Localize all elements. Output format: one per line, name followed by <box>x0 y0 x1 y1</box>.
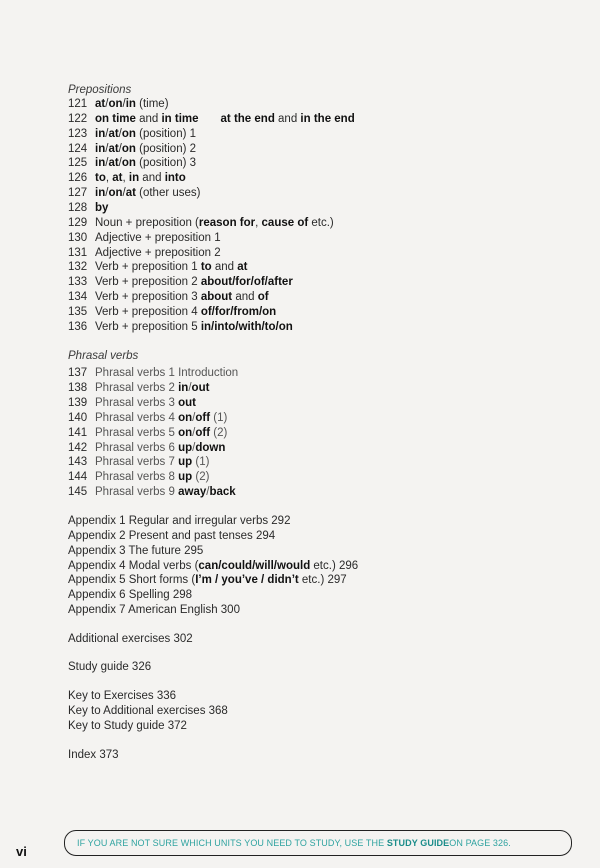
entry-text: (2) <box>210 426 228 439</box>
entry-text: Phrasal verbs 5 <box>95 426 179 439</box>
unit-entry <box>68 396 196 410</box>
entry-keyword: of <box>257 291 269 304</box>
entry-keyword: to <box>200 261 212 274</box>
section-title-phrasal-verbs: Phrasal verbs <box>68 350 139 362</box>
entry-text: Phrasal verbs 4 <box>95 411 179 424</box>
entry-keyword: about/for/of/after <box>200 276 293 289</box>
entry-text: Phrasal verbs 1 Introduction <box>95 367 239 379</box>
unit-title <box>95 382 209 394</box>
key-entry: Key to Exercises 336 <box>68 690 177 702</box>
entry-keyword: away <box>178 486 207 499</box>
entry-keyword: on time <box>95 112 136 125</box>
study-guide-tip-box <box>64 830 572 856</box>
unit-title <box>95 202 108 214</box>
entry-text: (position) 3 <box>135 157 197 170</box>
entry-text: (position) 1 <box>135 127 197 140</box>
unit-title <box>95 98 169 110</box>
entry-text: (1) <box>210 411 228 424</box>
entry-keyword: in time <box>161 112 199 125</box>
entry-text: / <box>192 411 196 424</box>
unit-title <box>95 442 225 454</box>
entry-text: Verb + preposition 1 <box>95 261 201 274</box>
entry-text: / <box>105 98 109 110</box>
entry-text: Appendix 2 Present and past tenses 294 <box>68 529 276 542</box>
entry-keyword: in <box>128 172 140 185</box>
entry-text: Phrasal verbs 9 <box>95 486 179 499</box>
entry-text: Verb + preposition 3 <box>95 291 201 304</box>
unit-title <box>68 589 192 601</box>
entry-text: (2) <box>192 471 210 484</box>
unit-title <box>95 367 238 379</box>
entry-keyword: off <box>195 411 211 424</box>
unit-title <box>95 276 293 288</box>
key-entry: Key to Study guide 372 <box>68 720 187 732</box>
unit-number: 122 <box>68 112 88 125</box>
entry-text: Verb + preposition 4 <box>95 305 201 318</box>
entry-text: Phrasal verbs 7 <box>95 456 179 469</box>
entry-text: Verb + preposition 5 <box>95 320 201 333</box>
unit-title <box>68 574 347 586</box>
entry-text: and <box>232 291 258 304</box>
unit-title <box>95 427 227 439</box>
entry-text: (1) <box>192 456 210 469</box>
unit-title <box>95 471 209 483</box>
entry-keyword: at the end <box>220 112 275 125</box>
entry-keyword: into <box>164 172 186 185</box>
entry-text: Appendix 4 Modal verbs ( <box>68 559 199 572</box>
unit-number: 135 <box>68 305 88 318</box>
unit-entry <box>68 156 196 170</box>
unit-number: 139 <box>68 396 88 409</box>
unit-number: 142 <box>68 441 88 454</box>
entry-text: Phrasal verbs 3 <box>95 396 179 409</box>
entry-keyword: at <box>108 142 119 155</box>
key-entry: Key to Additional exercises 368 <box>68 705 228 717</box>
entry-text: Appendix 3 The future 295 <box>68 544 204 557</box>
entry-text: (time) <box>135 98 169 110</box>
unit-entry <box>68 216 334 230</box>
unit-number: 124 <box>68 142 88 155</box>
unit-number: 127 <box>68 187 88 200</box>
entry-keyword: of/for/from/on <box>200 305 277 318</box>
unit-title <box>68 604 240 616</box>
entry-keyword: in <box>125 98 136 110</box>
entry-keyword: off <box>195 426 211 439</box>
entry-text: / <box>118 157 122 170</box>
unit-title <box>68 530 275 542</box>
unit-number: 131 <box>68 246 88 259</box>
page-number: vi <box>16 844 27 859</box>
unit-number: 128 <box>68 201 88 214</box>
unit-entry <box>68 426 227 440</box>
unit-entry <box>68 381 209 395</box>
entry-keyword: by <box>95 201 109 214</box>
unit-title <box>95 412 227 424</box>
entry-keyword: down <box>195 441 226 454</box>
entry-keyword: in <box>178 381 189 394</box>
unit-title <box>68 560 358 572</box>
unit-number: 137 <box>68 367 88 379</box>
entry-keyword: cause of <box>261 216 309 229</box>
entry-keyword: in <box>95 127 106 140</box>
unit-number: 136 <box>68 320 88 333</box>
entry-text: / <box>122 98 126 110</box>
unit-title <box>95 486 236 498</box>
entry-text: / <box>105 187 109 200</box>
entry-text: Phrasal verbs 8 <box>95 471 179 484</box>
entry-text: and <box>139 172 165 185</box>
entry-keyword: about <box>200 291 233 304</box>
unit-entry <box>68 112 355 126</box>
unit-title <box>95 128 196 140</box>
unit-entry <box>68 573 347 587</box>
entry-keyword: in <box>95 157 106 170</box>
unit-entry <box>68 455 209 469</box>
unit-title <box>95 217 334 229</box>
entry-text: Appendix 7 American English 300 <box>68 604 240 617</box>
unit-number: 141 <box>68 426 88 439</box>
entry-text: Adjective + preposition 2 <box>95 246 221 259</box>
unit-entry <box>68 97 169 111</box>
entry-keyword: up <box>178 456 193 469</box>
entry-keyword: in <box>95 187 106 200</box>
entry-text: (other uses) <box>135 187 201 200</box>
unit-title <box>95 113 355 125</box>
unit-title <box>95 306 276 318</box>
entry-keyword: up <box>178 471 193 484</box>
entry-keyword: in the end <box>300 112 355 125</box>
entry-text: / <box>118 142 122 155</box>
entry-text: / <box>105 142 109 155</box>
unit-number: 123 <box>68 127 88 140</box>
entry-text: etc.) <box>308 216 334 229</box>
entry-text: Phrasal verbs 2 <box>95 381 179 394</box>
unit-entry <box>68 246 221 260</box>
unit-entry <box>68 186 201 200</box>
section-title-prepositions: Prepositions <box>68 84 132 96</box>
unit-title <box>95 172 186 184</box>
entry-keyword: I’m / you’ve / didn’t <box>195 574 299 587</box>
entry-keyword: at <box>95 98 106 110</box>
entry-keyword: at <box>112 172 123 185</box>
entry-text: , <box>255 216 262 229</box>
unit-entry <box>68 514 290 528</box>
entry-keyword: at <box>108 157 119 170</box>
unit-number: 133 <box>68 276 88 289</box>
tip-text-after: ON PAGE 326. <box>449 838 511 848</box>
entry-keyword: at <box>237 261 248 274</box>
entry-text: and <box>211 261 238 274</box>
entry-keyword: at <box>108 127 119 140</box>
unit-number: 145 <box>68 486 88 499</box>
unit-entry <box>68 470 209 484</box>
study-guide-entry: Study guide 326 <box>68 661 152 673</box>
unit-number: 144 <box>68 471 88 484</box>
entry-text: / <box>118 127 122 140</box>
unit-title <box>95 247 221 259</box>
unit-number: 130 <box>68 231 88 244</box>
entry-keyword: in/into/with/to/on <box>200 320 293 333</box>
unit-title <box>95 187 201 199</box>
entry-text: / <box>122 187 126 200</box>
unit-entry <box>68 603 240 617</box>
entry-keyword: on <box>178 411 193 424</box>
entry-text: / <box>206 486 210 499</box>
entry-keyword: to <box>95 172 106 185</box>
unit-title <box>95 291 269 303</box>
unit-entry <box>68 127 196 141</box>
entry-keyword: on <box>108 98 123 110</box>
unit-number: 129 <box>68 216 88 229</box>
entry-keyword: up <box>178 441 193 454</box>
entry-text: Verb + preposition 2 <box>95 276 201 289</box>
entry-keyword: on <box>178 426 193 439</box>
unit-entry <box>68 320 293 334</box>
entry-keyword: reason for <box>198 216 256 229</box>
unit-entry <box>68 260 247 274</box>
unit-entry <box>68 529 275 543</box>
unit-title <box>95 232 221 244</box>
unit-number: 138 <box>68 381 88 394</box>
unit-number: 121 <box>68 98 88 110</box>
unit-entry <box>68 290 269 304</box>
entry-text: Phrasal verbs 6 <box>95 441 179 454</box>
entry-text: Appendix 5 Short forms ( <box>68 574 196 587</box>
unit-entry <box>68 142 196 156</box>
unit-number: 125 <box>68 157 88 170</box>
entry-text: Adjective + preposition 1 <box>95 231 221 244</box>
entry-keyword: on <box>121 142 136 155</box>
entry-keyword: on <box>121 127 136 140</box>
entry-keyword: at <box>125 187 136 200</box>
unit-entry <box>68 544 203 558</box>
unit-entry <box>68 559 358 573</box>
unit-entry <box>68 485 236 499</box>
unit-entry <box>68 305 276 319</box>
unit-title <box>95 157 196 169</box>
entry-keyword: can/could/will/would <box>198 559 311 572</box>
unit-entry <box>68 366 238 380</box>
unit-title <box>95 143 196 155</box>
unit-entry <box>68 231 221 245</box>
unit-number: 134 <box>68 291 88 304</box>
entry-keyword: out <box>178 396 196 409</box>
unit-number: 126 <box>68 172 88 185</box>
unit-entry <box>68 411 227 425</box>
entry-text: Noun + preposition ( <box>95 216 199 229</box>
entry-keyword: on <box>108 187 123 200</box>
entry-text: Appendix 1 Regular and irregular verbs 292 <box>68 515 291 527</box>
entry-text: / <box>192 426 196 439</box>
unit-entry <box>68 588 192 602</box>
tip-text-bold: STUDY GUIDE <box>386 838 450 848</box>
entry-text: / <box>105 127 109 140</box>
entry-text: , <box>105 172 113 185</box>
entry-text: etc.) 297 <box>298 574 347 587</box>
unit-title <box>95 397 196 409</box>
entry-text: and <box>135 112 162 125</box>
unit-title <box>95 261 247 273</box>
unit-title <box>95 321 293 333</box>
unit-entry <box>68 201 108 215</box>
entry-keyword: back <box>209 486 236 499</box>
unit-title <box>68 545 203 557</box>
unit-entry <box>68 441 225 455</box>
unit-title <box>95 456 209 468</box>
unit-title <box>68 515 290 527</box>
unit-entry <box>68 171 186 185</box>
additional-exercises-entry: Additional exercises 302 <box>68 633 193 645</box>
entry-text: and <box>274 112 301 125</box>
unit-number: 132 <box>68 261 88 274</box>
entry-text: , <box>122 172 129 185</box>
entry-text: Appendix 6 Spelling 298 <box>68 589 193 602</box>
unit-number: 140 <box>68 411 88 424</box>
entry-keyword: out <box>191 381 210 394</box>
entry-text: (position) 2 <box>135 142 197 155</box>
index-entry: Index 373 <box>68 749 119 761</box>
tip-text-before: IF YOU ARE NOT SURE WHICH UNITS YOU NEED TO STUDY, USE THE <box>77 838 385 848</box>
entry-keyword: in <box>95 142 106 155</box>
entry-text: / <box>105 157 109 170</box>
unit-entry <box>68 275 293 289</box>
entry-keyword: on <box>121 157 136 170</box>
unit-number: 143 <box>68 456 88 469</box>
entry-text: etc.) 296 <box>310 559 359 572</box>
entry-text: / <box>192 441 196 454</box>
entry-text: / <box>188 381 192 394</box>
